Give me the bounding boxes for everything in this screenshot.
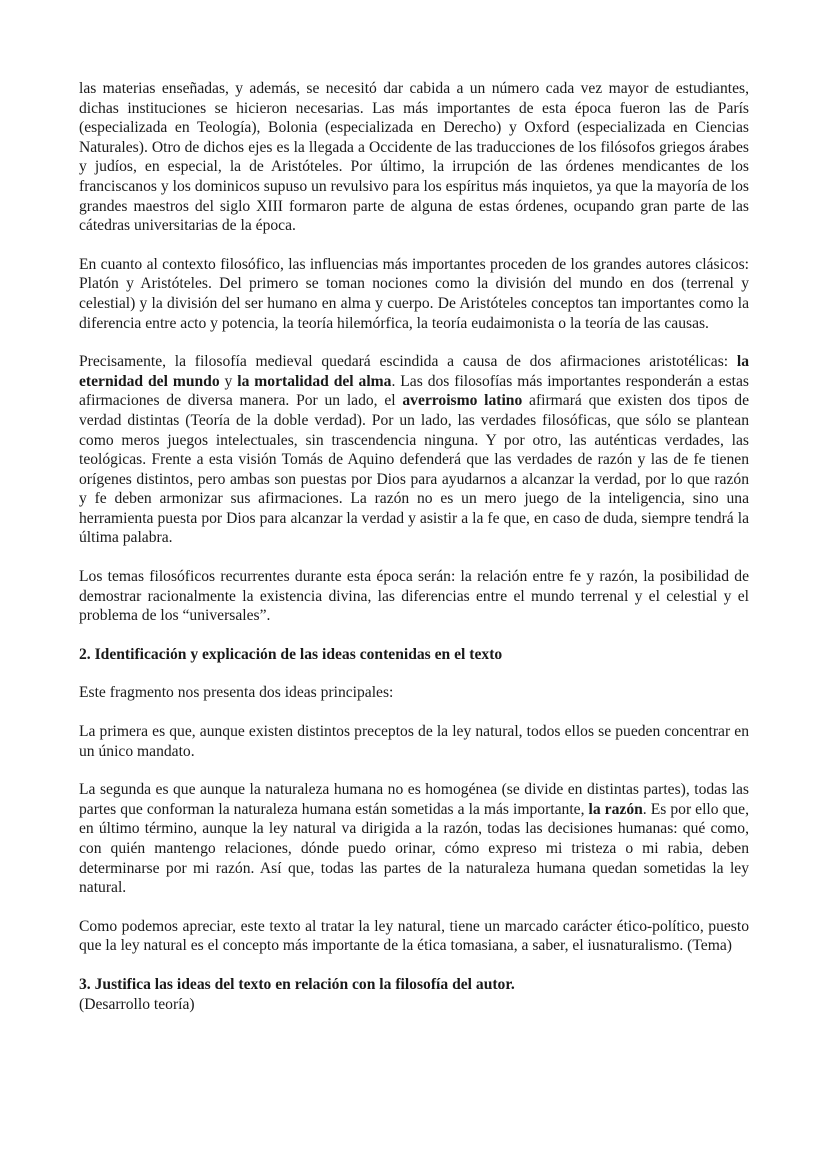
bold-term-averroism: averroismo latino — [402, 392, 523, 410]
text-span: La segunda es que aunque la naturaleza humana no es homogénea (se divide en distintas partes), todas las partes que conforman la naturaleza humana están sometidas a la más importante, — [79, 781, 749, 818]
bold-term-reason: la razón — [588, 800, 643, 818]
text-span: y — [219, 372, 238, 390]
bold-term-eternity: la eternidad del mundo — [79, 353, 749, 390]
paragraph-theory-note: (Desarrollo teoría) — [79, 995, 195, 1013]
text-span: . Es por ello que, en último término, aunque la ley natural va dirigida a la razón, todas las decisiones humanas: qué como, con quién mantengo relaciones, dónde puedo orinar, cómo expreso mi tristeza o mi rabia, deben determinarse por mi razón. Así que, todas las partes de la naturaleza humana quedan sometidas la ley natural. — [79, 800, 750, 897]
section-heading-3: 3. Justifica las ideas del texto en relación con la filosofía del autor. — [79, 975, 515, 993]
text-span: afirmará que existen dos tipos de verdad distintas (Teoría de la doble verdad). Por un lado, las verdades filosóficas, que sólo se plantean como meros juegos intelectuales, sin trascendencia ninguna. Y por otro, las auténticas verdades, las teológicas. Frente a esta visión Tomás de Aquino defenderá que las verdades de razón y las de fe tienen orígenes distintos, pero ambas son puestas por Dios para ayudarnos a alcanzar la verdad, por lo que razón y fe deben armonizar sus afirmaciones. La razón no es un mero juego de la inteligencia, sino una herramienta puesta por Dios para alcanzar la verdad y asistir a la fe que, en caso de duda, siempre tendrá la última palabra. — [79, 392, 749, 547]
section-heading-2: 2. Identificación y explicación de las ideas contenidas en el texto — [79, 645, 503, 663]
paragraph-first-idea: La primera es que, aunque existen distintos preceptos de la ley natural, todos ellos se pueden concentrar en un único mandato. — [79, 723, 749, 760]
text-span: . Las dos filosofías más importantes responderán a estas afirmaciones de diversa manera. Por un lado, el — [79, 372, 750, 410]
paragraph-recurring-themes: Los temas filosóficos recurrentes durante esta época serán: la relación entre fe y razón, la posibilidad de demostrar racionalmente la existencia divina, las diferencias entre el mundo terrenal y el celestial y el problema de los “universales”. — [79, 568, 749, 625]
paragraph-second-idea — [79, 780, 749, 898]
paragraph-intro-ideas: Este fragmento nos presenta dos ideas principales: — [79, 684, 394, 702]
text-span: Precisamente, la filosofía medieval quedará escindida a causa de dos afirmaciones aristotélicas: — [79, 353, 737, 371]
bold-term-mortality: la mortalidad del alma — [237, 372, 392, 390]
paragraph-universities: las materias enseñadas, y además, se necesitó dar cabida a un número cada vez mayor de estudiantes, dichas instituciones se hicieron necesarias. Las más importantes de esta época fueron las de París (especializada en Teología), Bolonia (especializada en Derecho) y Oxford (especializada en Ciencias Naturales). Otro de dichos ejes es la llegada a Occidente de las traducciones de los filósofos griegos árabes y judíos, en especial, la de Aristóteles. Por último, la irrupción de las órdenes mendicantes de los franciscanos y los dominicos supuso un revulsivo para los espíritus más inquietos, ya que la mayoría de los grandes maestros del siglo XIII formaron parte de alguna de estas órdenes, ocupando gran parte de las cátedras universitarias de la época. — [79, 80, 749, 235]
paragraph-ethical-political: Como podemos apreciar, este texto al tratar la ley natural, tiene un marcado carácter ético-político, puesto que la ley natural es el concepto más importante de la ética tomasiana, a saber, el iusnaturalismo. (Tema) — [79, 917, 749, 955]
paragraph-philosophical-context: En cuanto al contexto filosófico, las influencias más importantes proceden de los grandes autores clásicos: Platón y Aristóteles. Del primero se toman nociones como la división del mundo en dos (terrenal y celestial) y la división del ser humano en alma y cuerpo. De Aristóteles conceptos tan importantes como la diferencia entre acto y potencia, la teoría hilemórfica, la teoría eudaimonista o la teoría de las causas. — [79, 255, 749, 332]
document-page — [79, 79, 749, 1014]
paragraph-aristotelian-affirmations — [79, 352, 749, 548]
